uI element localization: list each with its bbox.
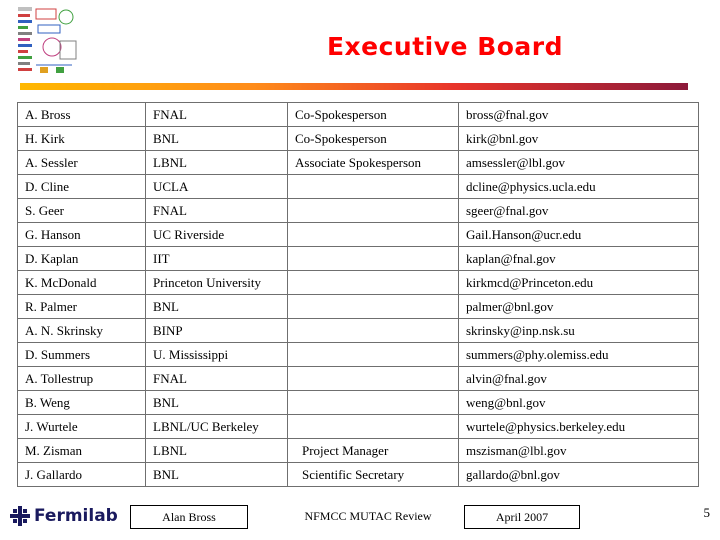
member-institution: FNAL bbox=[146, 199, 288, 223]
member-institution: BNL bbox=[146, 463, 288, 487]
table-row bbox=[18, 271, 699, 295]
member-role bbox=[288, 391, 459, 415]
member-institution: FNAL bbox=[146, 367, 288, 391]
table-row bbox=[18, 247, 699, 271]
fermilab-mark-icon bbox=[10, 506, 30, 526]
table-row bbox=[18, 319, 699, 343]
table-row bbox=[18, 343, 699, 367]
member-institution: LBNL bbox=[146, 151, 288, 175]
table-row bbox=[18, 391, 699, 415]
fermilab-logo-text: Fermilab bbox=[34, 506, 118, 526]
table-row bbox=[18, 199, 699, 223]
page-title: Executive Board bbox=[326, 32, 564, 61]
member-email: sgeer@fnal.gov bbox=[459, 199, 699, 223]
title-divider bbox=[20, 83, 688, 90]
member-email: kirk@bnl.gov bbox=[459, 127, 699, 151]
member-role bbox=[288, 319, 459, 343]
member-email: palmer@bnl.gov bbox=[459, 295, 699, 319]
table-row bbox=[18, 151, 699, 175]
member-email: bross@fnal.gov bbox=[459, 103, 699, 127]
member-role bbox=[288, 271, 459, 295]
member-institution: LBNL/UC Berkeley bbox=[146, 415, 288, 439]
member-email: alvin@fnal.gov bbox=[459, 367, 699, 391]
member-role bbox=[288, 367, 459, 391]
member-name: A. Bross bbox=[18, 103, 146, 127]
member-name: J. Gallardo bbox=[18, 463, 146, 487]
member-institution: BINP bbox=[146, 319, 288, 343]
executive-board-table bbox=[17, 102, 699, 487]
table-row bbox=[18, 367, 699, 391]
member-email: Gail.Hanson@ucr.edu bbox=[459, 223, 699, 247]
member-role: Co-Spokesperson bbox=[288, 127, 459, 151]
member-role bbox=[288, 415, 459, 439]
member-role bbox=[288, 343, 459, 367]
member-institution: BNL bbox=[146, 127, 288, 151]
diagram-thumbnail-icon bbox=[16, 5, 82, 77]
footer-author: Alan Bross bbox=[130, 505, 248, 529]
member-email: kaplan@fnal.gov bbox=[459, 247, 699, 271]
member-institution: BNL bbox=[146, 295, 288, 319]
member-name: K. McDonald bbox=[18, 271, 146, 295]
member-name: S. Geer bbox=[18, 199, 146, 223]
member-role bbox=[288, 175, 459, 199]
member-name: B. Weng bbox=[18, 391, 146, 415]
member-institution: Princeton University bbox=[146, 271, 288, 295]
member-institution: LBNL bbox=[146, 439, 288, 463]
fermilab-logo bbox=[10, 502, 120, 530]
member-role: Associate Spokesperson bbox=[288, 151, 459, 175]
member-email: dcline@physics.ucla.edu bbox=[459, 175, 699, 199]
member-institution: IIT bbox=[146, 247, 288, 271]
member-role bbox=[288, 199, 459, 223]
member-name: G. Hanson bbox=[18, 223, 146, 247]
member-role bbox=[288, 247, 459, 271]
table-row bbox=[18, 223, 699, 247]
member-name: M. Zisman bbox=[18, 439, 146, 463]
footer-event: NFMCC MUTAC Review bbox=[304, 509, 432, 523]
member-name: A. Sessler bbox=[18, 151, 146, 175]
member-email: skrinsky@inp.nsk.su bbox=[459, 319, 699, 343]
member-name: J. Wurtele bbox=[18, 415, 146, 439]
member-name: A. Tollestrup bbox=[18, 367, 146, 391]
member-institution: UC Riverside bbox=[146, 223, 288, 247]
member-email: kirkmcd@Princeton.edu bbox=[459, 271, 699, 295]
member-institution: BNL bbox=[146, 391, 288, 415]
member-email: wurtele@physics.berkeley.edu bbox=[459, 415, 699, 439]
member-institution: U. Mississippi bbox=[146, 343, 288, 367]
member-name: D. Cline bbox=[18, 175, 146, 199]
member-role bbox=[288, 223, 459, 247]
member-name: H. Kirk bbox=[18, 127, 146, 151]
member-role: Project Manager bbox=[288, 439, 459, 463]
member-name: A. N. Skrinsky bbox=[18, 319, 146, 343]
table-row bbox=[18, 415, 699, 439]
diagram-thumbnail bbox=[16, 5, 82, 77]
member-email: amsessler@lbl.gov bbox=[459, 151, 699, 175]
member-email: gallardo@bnl.gov bbox=[459, 463, 699, 487]
table-row bbox=[18, 103, 699, 127]
table-body bbox=[18, 103, 699, 487]
member-role: Scientific Secretary bbox=[288, 463, 459, 487]
member-email: weng@bnl.gov bbox=[459, 391, 699, 415]
member-institution: UCLA bbox=[146, 175, 288, 199]
table-row bbox=[18, 463, 699, 487]
member-name: D. Summers bbox=[18, 343, 146, 367]
footer-date: April 2007 bbox=[464, 505, 580, 529]
table-row bbox=[18, 439, 699, 463]
page-number: 5 bbox=[703, 505, 710, 520]
member-email: summers@phy.olemiss.edu bbox=[459, 343, 699, 367]
member-role: Co-Spokesperson bbox=[288, 103, 459, 127]
member-name: D. Kaplan bbox=[18, 247, 146, 271]
member-name: R. Palmer bbox=[18, 295, 146, 319]
table-row bbox=[18, 127, 699, 151]
member-institution: FNAL bbox=[146, 103, 288, 127]
table-row bbox=[18, 175, 699, 199]
table-row bbox=[18, 295, 699, 319]
member-email: mszisman@lbl.gov bbox=[459, 439, 699, 463]
member-role bbox=[288, 295, 459, 319]
